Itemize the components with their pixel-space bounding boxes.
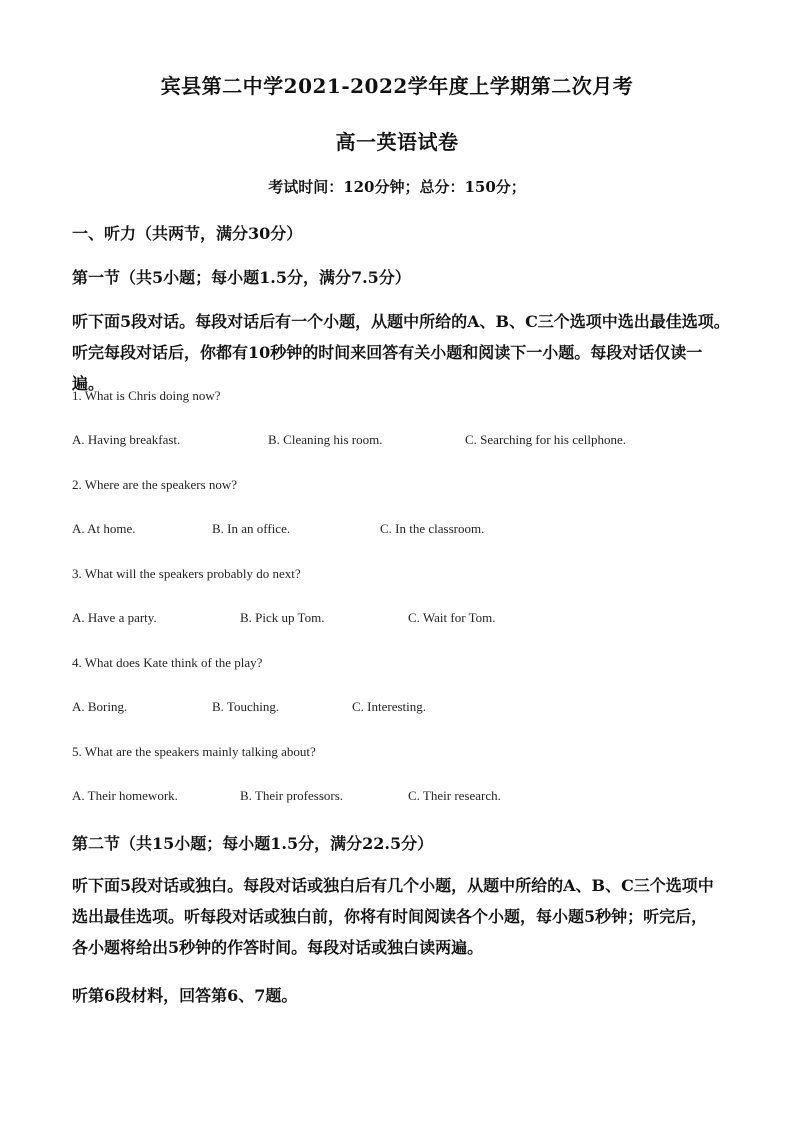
section-heading: 一、听力（共两节，满分30分） xyxy=(72,224,303,243)
part2-heading: 第二节（共15小题；每小题1.5分，满分22.5分） xyxy=(72,834,434,853)
instruction-line: 听完每段对话后，你都有10秒钟的时间来回答有关小题和阅读下一小题。每段对话仅读一遍。 xyxy=(72,343,703,393)
option-a: A. At home. xyxy=(72,521,136,536)
option-c: C. In the classroom. xyxy=(380,521,485,536)
option-a: A. Boring. xyxy=(72,699,128,714)
option-b: B. Their professors. xyxy=(240,788,344,803)
part2-instruction xyxy=(72,870,732,963)
instruction-line: 各小题将给出5秒钟的作答时间。每段对话或独白读两遍。 xyxy=(72,938,484,957)
option-b: B. Touching. xyxy=(212,699,280,714)
material-note: 听第6段材料，回答第6、7题。 xyxy=(72,986,298,1005)
option-a: A. Have a party. xyxy=(72,610,157,625)
question-stem: 1. What is Chris doing now? xyxy=(72,388,221,403)
question-stem: 2. Where are the speakers now? xyxy=(72,477,238,492)
question-stem: 3. What will the speakers probably do next? xyxy=(72,566,301,581)
option-b: B. Pick up Tom. xyxy=(240,610,325,625)
option-a: A. Their homework. xyxy=(72,788,178,803)
option-c: C. Searching for his cellphone. xyxy=(465,432,627,447)
exam-title: 宾县第二中学2021-2022学年度上学期第二次月考 xyxy=(160,74,634,98)
part1-instruction xyxy=(72,306,732,399)
option-c: C. Interesting. xyxy=(352,699,427,714)
exam-info: 考试时间：120分钟；总分：150分； xyxy=(268,178,526,196)
instruction-line: 听下面5段对话或独白。每段对话或独白后有几个小题，从题中所给的A、B、C三个选项中 xyxy=(72,876,714,895)
instruction-line: 听下面5段对话。每段对话后有一个小题，从题中所给的A、B、C三个选项中选出最佳选项。 xyxy=(72,312,730,331)
question-stem: 5. What are the speakers mainly talking about? xyxy=(72,744,316,759)
part1-heading: 第一节（共5小题；每小题1.5分，满分7.5分） xyxy=(72,268,411,287)
option-b: B. Cleaning his room. xyxy=(268,432,383,447)
instruction-line: 选出最佳选项。听每段对话或独白前，你将有时间阅读各个小题，每小题5秒钟；听完后， xyxy=(72,907,708,926)
option-c: C. Wait for Tom. xyxy=(408,610,496,625)
option-b: B. In an office. xyxy=(212,521,291,536)
option-a: A. Having breakfast. xyxy=(72,432,181,447)
question-stem: 4. What does Kate think of the play? xyxy=(72,655,263,670)
option-c: C. Their research. xyxy=(408,788,501,803)
exam-subtitle: 高一英语试卷 xyxy=(335,130,459,154)
